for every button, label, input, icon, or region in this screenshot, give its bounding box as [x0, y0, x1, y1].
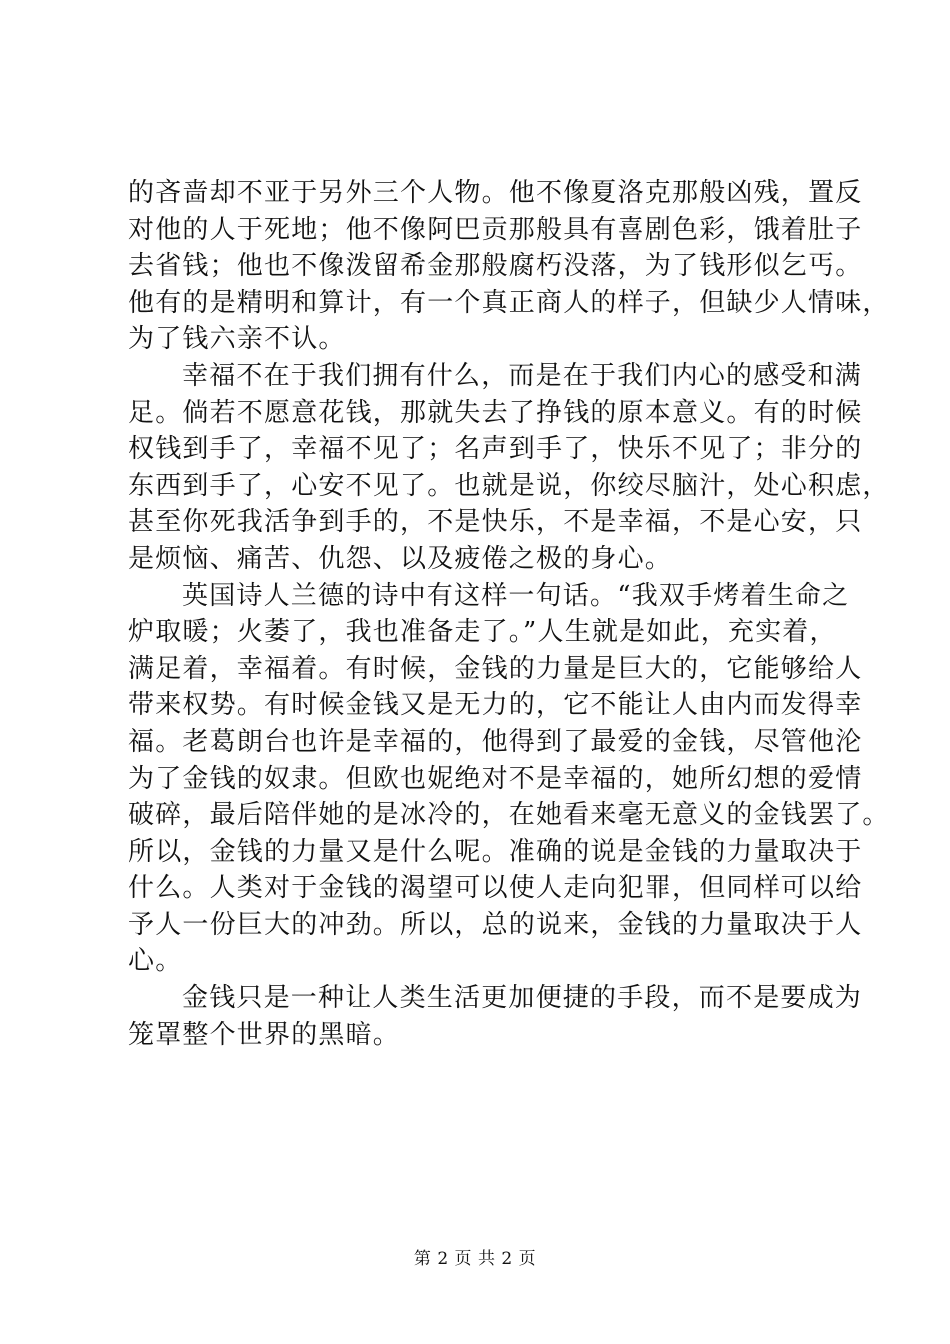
text-line: 心。	[128, 946, 183, 977]
text-line: 带来权势。有时候金钱又是无力的，它不能让人由内而发得幸	[128, 690, 863, 721]
text-line: 东西到手了，心安不见了。也就是说，你绞尽脑汁，处心积虑，	[128, 470, 890, 501]
text-line: 笼罩整个世界的黑暗。	[128, 1019, 401, 1050]
text-line: 金钱只是一种让人类生活更加便捷的手段，而不是要成为	[182, 983, 863, 1014]
text-line: 对他的人于死地；他不像阿巴贡那般具有喜剧色彩，饿着肚子	[128, 214, 863, 245]
text-line: 破碎，最后陪伴她的是冰冷的，在她看来毫无意义的金钱罢了。	[128, 800, 890, 831]
paragraph-4	[128, 980, 863, 1053]
paragraph-1	[128, 175, 890, 358]
text-line: 为了金钱的奴隶。但欧也妮绝对不是幸福的，她所幻想的爱情	[128, 763, 863, 794]
text-line: 英国诗人兰德的诗中有这样一句话。“我双手烤着生命之	[182, 580, 850, 611]
paragraph-2	[128, 358, 890, 578]
text-line: 满足着，幸福着。有时候，金钱的力量是巨大的，它能够给人	[128, 653, 863, 684]
text-line: 福。老葛朗台也许是幸福的，他得到了最爱的金钱，尽管他沦	[128, 726, 863, 757]
text-line: 什么。人类对于金钱的渴望可以使人走向犯罪，但同样可以给	[128, 873, 863, 904]
paragraph-3	[128, 578, 890, 981]
text-line: 所以，金钱的力量又是什么呢。准确的说是金钱的力量取决于	[128, 836, 863, 867]
text-line: 予人一份巨大的冲劲。所以，总的说来，金钱的力量取决于人	[128, 909, 863, 940]
text-line: 幸福不在于我们拥有什么，而是在于我们内心的感受和满	[182, 360, 863, 391]
page-number-footer: 第 2 页 共 2 页	[413, 1249, 537, 1269]
text-line: 他有的是精明和算计，有一个真正商人的样子，但缺少人情味，	[128, 287, 890, 318]
text-line: 的吝啬却不亚于另外三个人物。他不像夏洛克那般凶残，置反	[128, 178, 863, 208]
text-line: 权钱到手了，幸福不见了；名声到手了，快乐不见了；非分的	[128, 434, 863, 465]
text-line: 是烦恼、痛苦、仇怨、以及疲倦之极的身心。	[128, 543, 673, 574]
text-line: 炉取暖；火萎了，我也准备走了。”人生就是如此，充实着，	[128, 617, 837, 648]
text-line: 去省钱；他也不像泼留希金那般腐朽没落，为了钱形似乞丐。	[128, 251, 863, 282]
text-line: 足。倘若不愿意花钱，那就失去了挣钱的原本意义。有的时候	[128, 397, 863, 428]
text-line: 为了钱六亲不认。	[128, 324, 346, 355]
text-line: 甚至你死我活争到手的，不是快乐，不是幸福，不是心安，只	[128, 507, 863, 538]
document-body	[128, 175, 890, 1053]
